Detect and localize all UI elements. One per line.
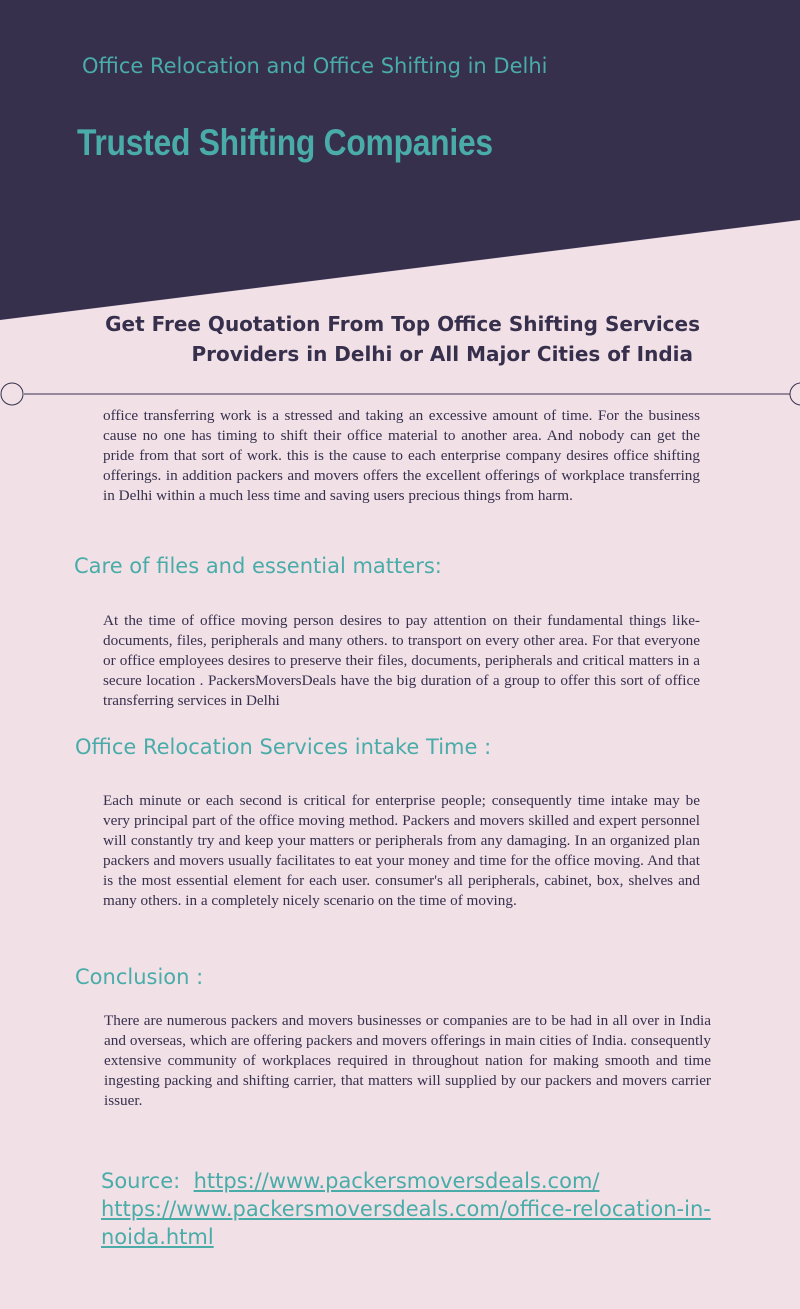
section-paragraph-conclusion: There are numerous packers and movers businesses or companies are to be had in all over in India and overseas, which are offering packers and movers offerings in main cities of India. consequently extensive community of workplaces required in throughout nation for making smooth and time ingesting packing and shifting carrier, that matters will supplied by our packers and movers carrier issuer. bbox=[104, 1012, 711, 1109]
quotation-heading-line-1: Get Free Quotation From Top Office Shifting Services bbox=[105, 312, 700, 336]
page-title: Trusted Shifting Companies bbox=[77, 122, 493, 163]
quotation-heading bbox=[90, 309, 700, 369]
section-paragraph-relocation-time: Each minute or each second is critical for enterprise people; consequently time intake may be very principal part of the office moving method. Packers and movers skilled and expert personnel will constantly try and keep your matters or peripherals from any damaging. In an organized plan packers and movers usually facilitates to eat your money and time for the office moving. And that is the most essential element for each user. consumer's all peripherals, cabinet, box, shelves and many others. in a completely nicely scenario on the time of moving. bbox=[103, 792, 700, 909]
section-heading-care-of-files: Care of files and essential matters: bbox=[74, 554, 442, 578]
divider bbox=[0, 381, 800, 407]
source-link-office-relocation[interactable]: https://www.packersmoversdeals.com/office-relocation-in-noida.html bbox=[101, 1197, 711, 1249]
intro-paragraph: office transferring work is a stressed and taking an excessive amount of time. For the business cause no one has timing to shift their office material to another area. And nobody can get the pride from that sort of work. this is the cause to each enterprise company desires office shifting offerings. in addition packers and movers offers the excellent offerings of workplace transferring in Delhi within a much less time and saving users precious things from harm. bbox=[103, 407, 700, 504]
section-paragraph-care-of-files: At the time of office moving person desires to pay attention on their fundamental things like- documents, files, peripherals and many others. to transport on every other area. For that everyone or office employees desires to preserve their files, documents, peripherals and critical matters in a secure location . PackersMoversDeals have the big duration of a group to offer this sort of office transferring services in Delhi bbox=[103, 612, 700, 709]
source-block bbox=[101, 1167, 721, 1251]
source-link-home[interactable]: https://www.packersmoversdeals.com/ bbox=[193, 1169, 600, 1193]
divider-left-circle bbox=[1, 383, 23, 405]
section-heading-relocation-time: Office Relocation Services intake Time : bbox=[75, 735, 492, 759]
quotation-heading-line-2: Providers in Delhi or All Major Cities of India bbox=[191, 342, 694, 366]
divider-right-circle bbox=[790, 383, 800, 405]
source-label: Source: bbox=[101, 1169, 181, 1193]
section-heading-conclusion: Conclusion : bbox=[75, 965, 204, 989]
page-subtitle: Office Relocation and Office Shifting in Delhi bbox=[82, 54, 548, 78]
header-background bbox=[0, 0, 800, 330]
